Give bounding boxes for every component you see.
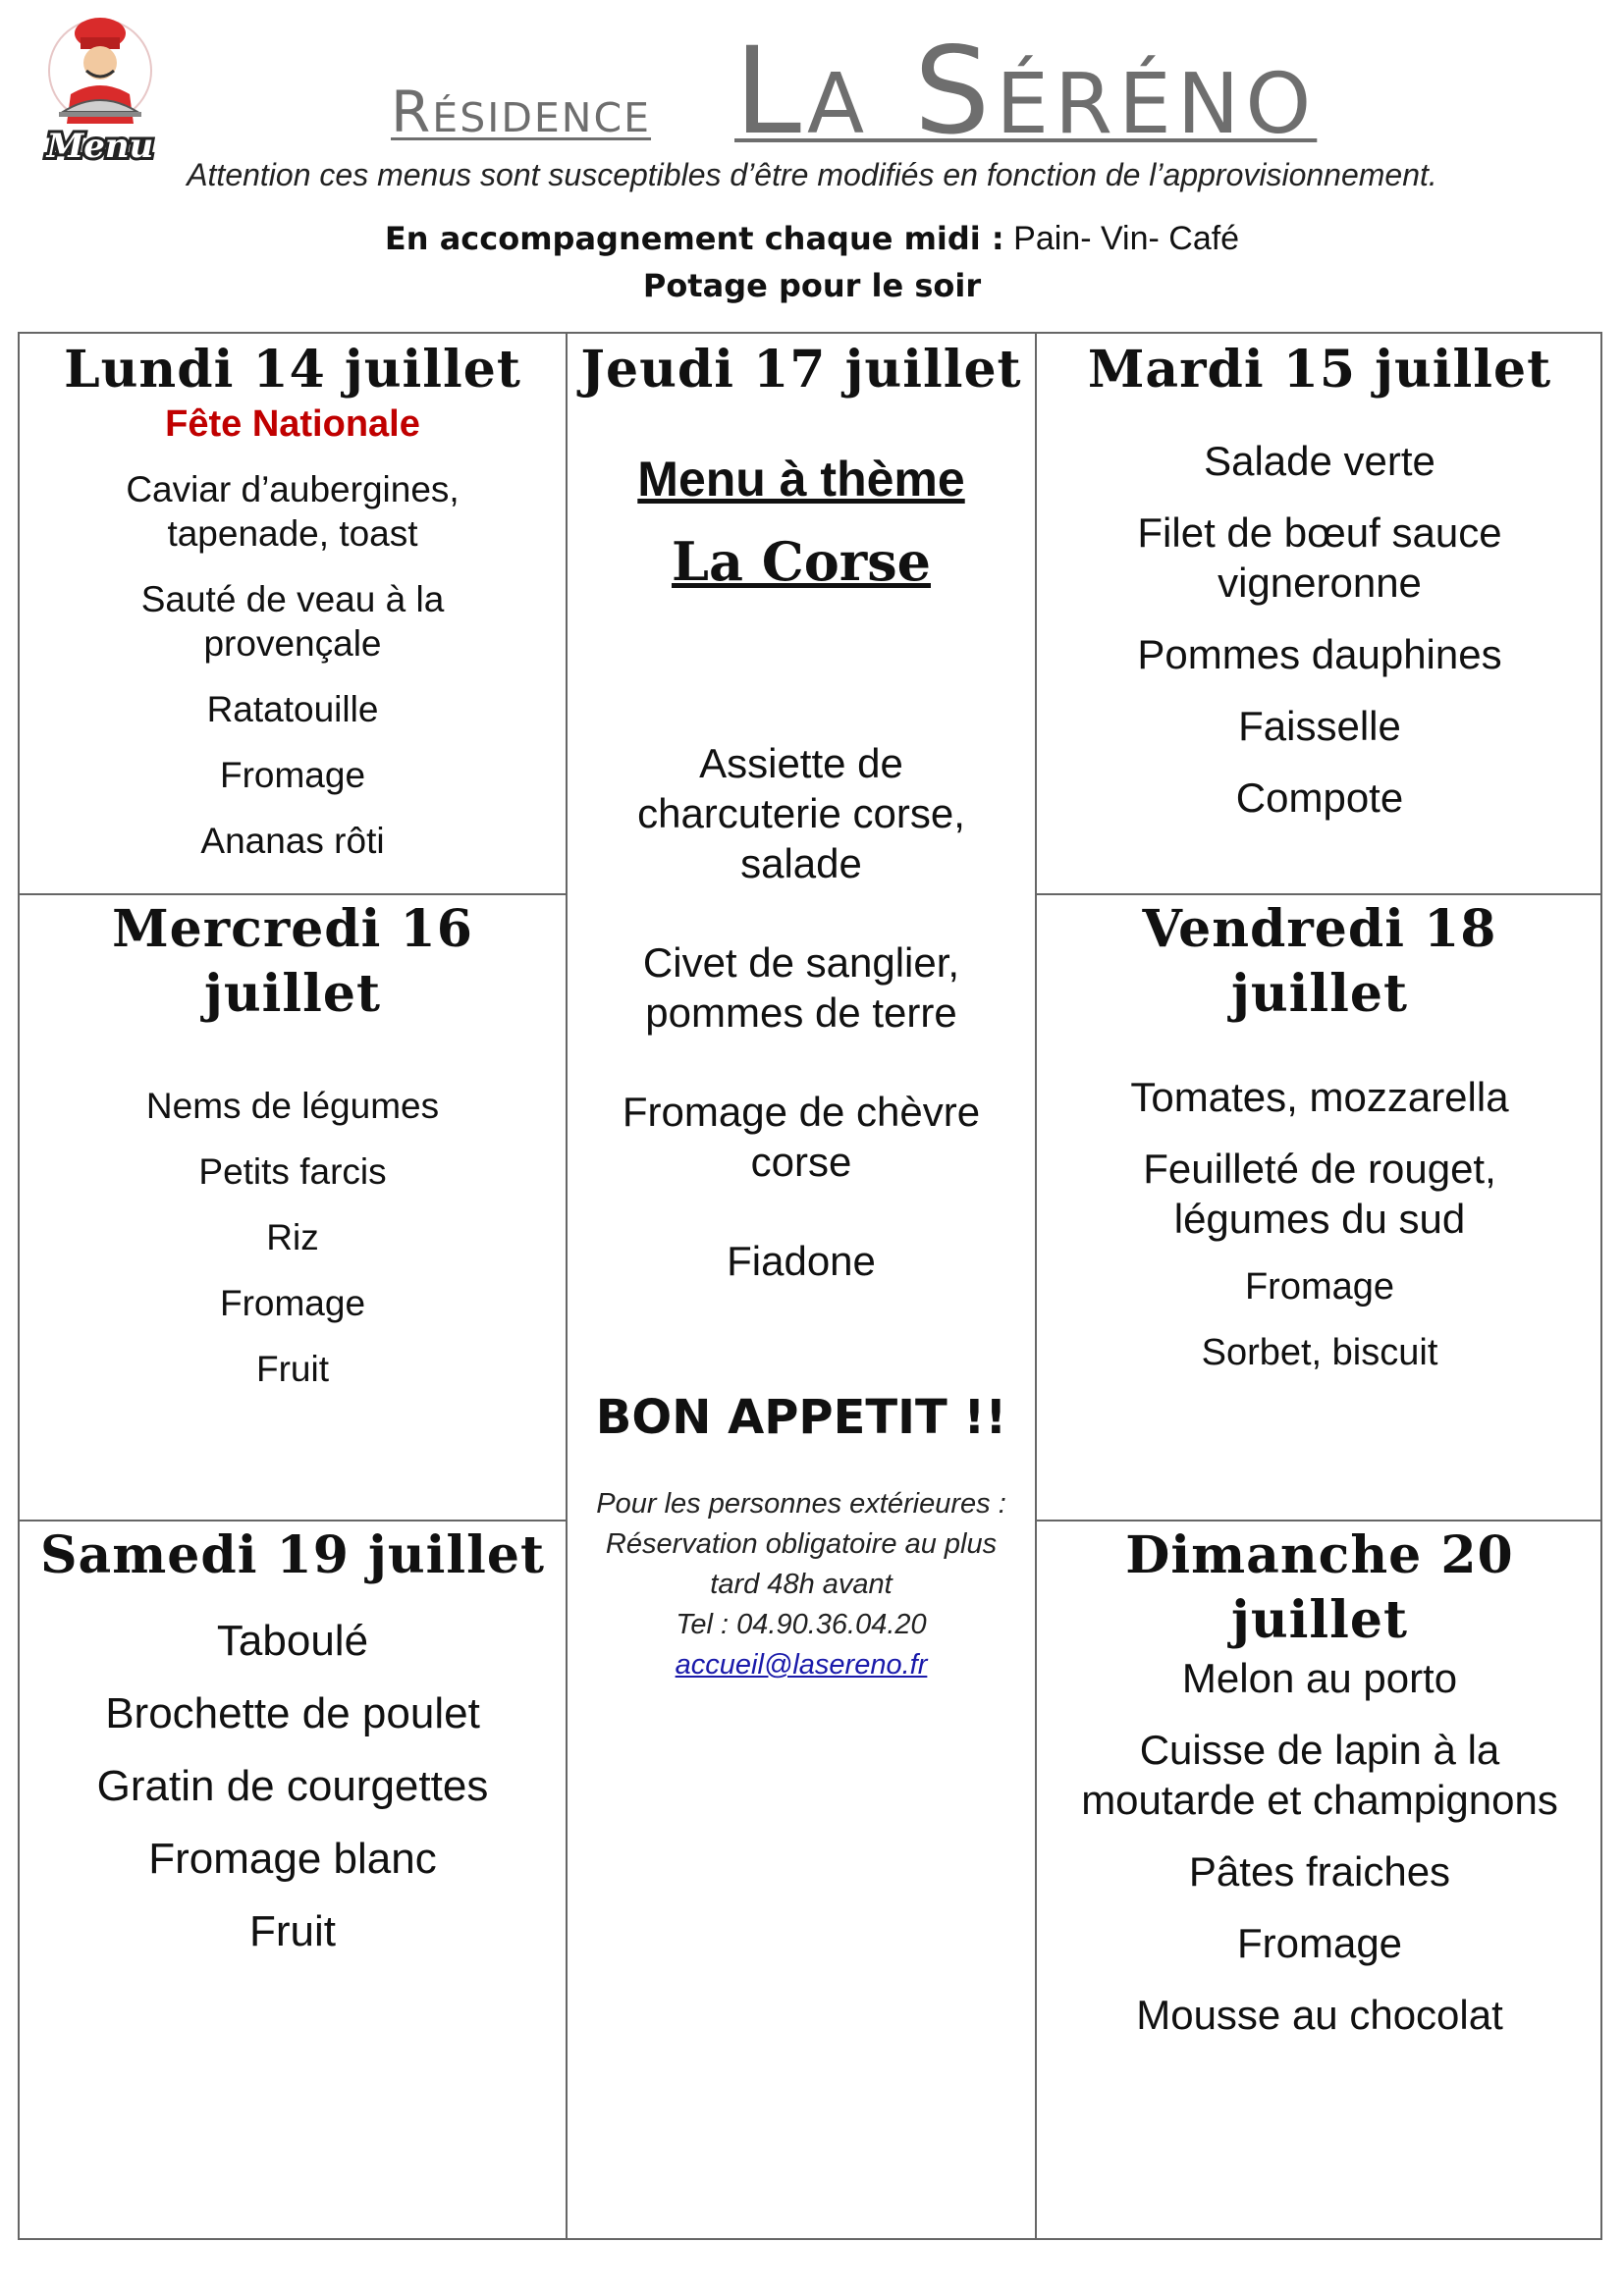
day-jeudi (568, 338, 1035, 1685)
day-dimanche (1037, 1523, 1602, 2040)
dish: Pâtes fraiches (1188, 1848, 1451, 1895)
reservation-line: Réservation obligatoire au plus tard 48h avant (605, 1528, 998, 1600)
theme-name: La Corse (672, 530, 931, 593)
dish: Fromage blanc (148, 1835, 437, 1883)
dish: Compote (1235, 774, 1404, 821)
grid-divider (1035, 1520, 1602, 1522)
day-vendredi (1037, 897, 1602, 1375)
dish: Brochette de poulet (105, 1689, 480, 1737)
dish: Ratatouille (206, 689, 379, 729)
menu-grid (18, 332, 1602, 2240)
day-mardi (1037, 338, 1602, 823)
dish: Caviar d’aubergines, tapenade, toast (126, 469, 460, 554)
day-title: Lundi 14 juillet (64, 340, 521, 400)
grid-divider (20, 893, 566, 895)
grid-divider (1035, 893, 1602, 895)
residence-label: Résidence (391, 79, 652, 145)
dish: Sorbet, biscuit (1201, 1332, 1438, 1373)
dish: Fromage (1236, 1920, 1403, 1966)
day-samedi (20, 1523, 566, 1957)
day-mercredi (20, 897, 566, 1391)
dish: Fromage (219, 1283, 366, 1323)
dish: Filet de bœuf sauce vigneronne (1137, 509, 1502, 606)
dish: Pommes dauphines (1137, 631, 1502, 677)
dish: Sauté de veau à la provençale (140, 579, 445, 664)
dish: Tomates, mozzarella (1130, 1074, 1509, 1120)
dish: Faisselle (1238, 703, 1401, 749)
holiday-label: Fête Nationale (165, 403, 420, 445)
grid-divider (20, 1520, 566, 1522)
reservation-phone: Tel : 04.90.36.04.20 (676, 1609, 927, 1640)
dish: Riz (266, 1217, 319, 1257)
dish: Fromage (1244, 1266, 1395, 1308)
day-title: Mardi 15 juillet (1087, 340, 1552, 400)
dish: Fiadone (727, 1238, 876, 1284)
dish: Taboulé (216, 1617, 369, 1665)
day-title: Mercredi 16 juillet (112, 899, 473, 1024)
soir-line (0, 267, 1624, 304)
dish: Cuisse de lapin à la moutarde et champignons (1081, 1727, 1558, 1823)
reservation-email-link[interactable]: accueil@lasereno.fr (675, 1649, 928, 1681)
dish: Assiette de charcuterie corse, salade (637, 740, 965, 886)
dish: Feuilleté de rouget, légumes du sud (1143, 1146, 1496, 1242)
dish: Gratin de courgettes (96, 1762, 489, 1810)
accompaniment-label: En accompagnement chaque midi : (384, 220, 1004, 257)
day-title: Vendredi 18 juillet (1142, 899, 1497, 1024)
logo-text: Menu (46, 127, 154, 166)
dish: Petits farcis (198, 1151, 387, 1192)
accompaniment-value: Pain- Vin- Café (1003, 220, 1240, 257)
day-title: Samedi 19 juillet (39, 1525, 546, 1585)
dish: Fromage (219, 755, 366, 795)
bon-appetit: BON APPETIT !! (595, 1390, 1007, 1445)
day-title: Jeudi 17 juillet (580, 340, 1022, 400)
accompaniment-line (0, 220, 1624, 258)
dish: Mousse au chocolat (1136, 1992, 1503, 2038)
dish: Fromage de chèvre corse (622, 1089, 981, 1185)
dish: Ananas rôti (200, 821, 385, 861)
dish: Nems de légumes (145, 1086, 440, 1126)
dish: Salade verte (1204, 438, 1435, 484)
reservation-info (568, 1484, 1035, 1685)
theme-title: Menu à thème (637, 452, 965, 507)
day-lundi (20, 338, 566, 863)
day-title: Dimanche 20 juillet (1125, 1525, 1514, 1650)
reservation-line: Pour les personnes extérieures : (596, 1488, 1006, 1520)
residence-name: La Séréno (734, 22, 1318, 161)
dish: Melon au porto (1181, 1655, 1458, 1701)
soir-label: Potage pour le soir (642, 267, 982, 304)
dish: Fruit (249, 1907, 336, 1955)
dish: Civet de sanglier, pommes de terre (642, 939, 960, 1036)
warning-notice: Attention ces menus sont susceptibles d’être modifiés en fonction de l’approvisionnement. (187, 157, 1437, 192)
dish: Fruit (256, 1349, 329, 1389)
